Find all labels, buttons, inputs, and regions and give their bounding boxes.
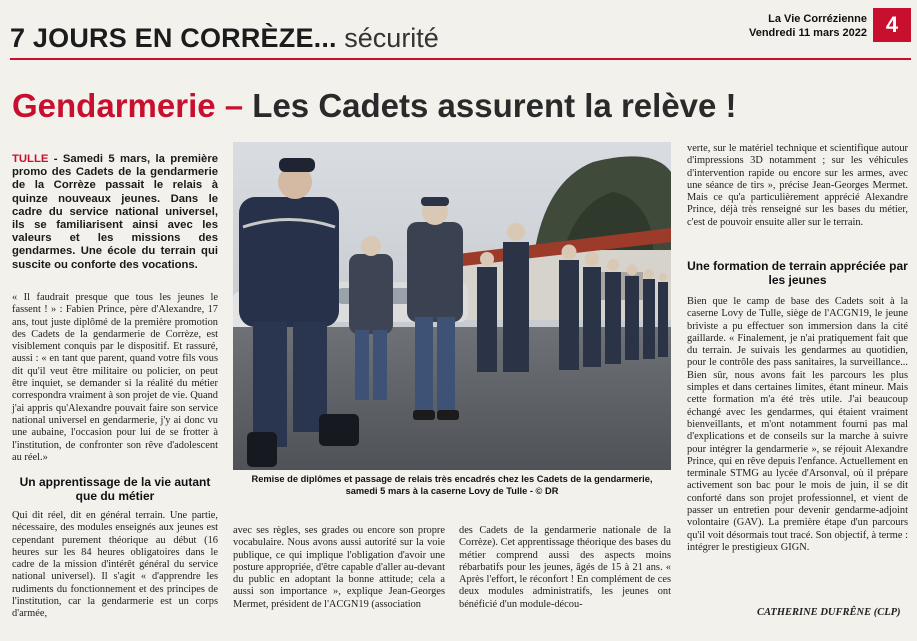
author-signature: CATHERINE DUFRÊNE (CLP) bbox=[757, 607, 901, 618]
lede-text: - Samedi 5 mars, la première promo des Cadets de la gendarmerie de la Corrèze passait le relais à quinze nouveaux jeunes. Dans le cadre du service national universel, ils se familiarisent ainsi avec les valeurs et les missions des gendarmes. Une école du terrain qui suscite ou conforte des vocations. bbox=[12, 153, 218, 271]
dateline-city: TULLE bbox=[12, 153, 49, 165]
article-column-5 bbox=[687, 143, 908, 233]
issue-date: Vendredi 11 mars 2022 bbox=[748, 27, 867, 39]
subhead-apprentissage: Un apprentissage de la vie autant que du métier bbox=[19, 475, 211, 503]
article-photo bbox=[233, 142, 671, 470]
article-headline bbox=[12, 86, 737, 126]
header-divider bbox=[10, 58, 911, 60]
section-header bbox=[10, 22, 439, 54]
subhead-formation: Une formation de terrain appréciée par les jeunes bbox=[687, 259, 908, 287]
article-column-2 bbox=[12, 510, 218, 625]
cadets-ceremony-image bbox=[233, 142, 671, 470]
page-number: 4 bbox=[873, 8, 911, 42]
article-column-4 bbox=[459, 525, 671, 615]
masthead bbox=[749, 12, 867, 40]
headline-title: Les Cadets assurent la relève ! bbox=[252, 87, 737, 124]
paper-name: La Vie Corrézienne bbox=[768, 13, 867, 25]
paragraph: verte, sur le matériel technique et scientifique autour d'impressions 3D notamment ; sur les véhicules d'intervention rapide ou encore sur les armes, avec une séance de tirs », précise Jean-Georges Mermet. Mais ce qu'a particulièrement apprécié Alexandre Prince, déjà très renseigné sur les bases du métier, c'est de pouvoir ensuite aller sur le terrain. bbox=[687, 143, 908, 228]
caption-line-2: samedi 5 mars à la caserne Lovy de Tulle - © DR bbox=[345, 485, 559, 496]
paragraph: Bien que le camp de base des Cadets soit à la caserne Lovy de Tulle, siège de l'ACGN19, le jeune briviste a pu effectuer son immersion dans la cité gaillarde. « Finalement, je n'ai pratiquement fait que du terrain. Je suivais les gendarmes au quotidien, pour le contrôle des pass sanitaires, la surveillance... Bien sûr, nous avons fait les parcours les plus simples et dans certaines limites, étant mineur. Mais cette formation m'a été très utile. J'ai beaucoup échangé avec les gendarmes, qui étaient vraiment bienveillants, et m'ont notamment fourni pas mal d'explications et de conseils sur la marche à suivre pour intégrer la gendarmerie », se réjouit Alexandre Prince, qui en rêve depuis l'enfance. Actuellement en terminale STMG au lycée d'Arsonval, où il prépare activement son bac pour le mois de juin, il se dit conforté dans son projet professionnel, et vient de passer un entretien pour devenir gendarme-adjoint volontaire (GAV). La première étape d'un parcours qu'il voit désormais tout tracé. Son objectif, à terme : intégrer le prestigieux GIGN. bbox=[687, 296, 908, 553]
section-title: 7 JOURS EN CORRÈZE... bbox=[10, 23, 337, 53]
paragraph: avec ses règles, ses grades ou encore son propre vocabulaire. Nous avons aussi autorité sur la voie publique, ce qui implique l'obligation d'avoir une posture appropriée, d'être capable d'aller au-devant du public en adoptant la bonne attitude; cela a aussi son importance », explique Jean-Georges Mermet, président de l'ACGN19 (association bbox=[233, 525, 445, 610]
article-column-6 bbox=[687, 296, 908, 558]
article-column-3 bbox=[233, 525, 445, 615]
paragraph: des Cadets de la gendarmerie nationale de la Corrèze). Cet apprentissage théorique des bases du métier comprend aussi des aspects moins rébarbatifs pour les jeunes, âgés de 15 à 21 ans. « Après l'effort, le réconfort ! En complément de ces deux modules administratifs, les jeunes ont bénéficié d'un module-décou- bbox=[459, 525, 671, 610]
article-column-1 bbox=[12, 292, 218, 468]
paragraph: Qui dit réel, dit en général terrain. Une partie, nécessaire, des modules enseignés aux jeunes est cependant purement théorique au début (16 heures sur les 84 heures obligatoires dans le cadre de la mission d'intérêt général du service national universel). Il s'agit « d'apprendre les rudiments du fonctionnement et des principes de l'institution, car la gendarmerie est un corps d'armée, bbox=[12, 510, 218, 620]
caption-line-1: Remise de diplômes et passage de relais très encadrés chez les Cadets de la gendarmerie, bbox=[251, 474, 653, 484]
section-subtitle: sécurité bbox=[344, 23, 439, 53]
article-lede bbox=[12, 153, 218, 272]
headline-topic: Gendarmerie – bbox=[12, 87, 244, 124]
paragraph: « Il faudrait presque que tous les jeunes le fassent ! » : Fabien Prince, père d'Alexandre, 17 ans, tout juste diplômé de la première promotion des Cadets de la gendarmerie de Corrèze, est visiblement conquis par le dispositif. Et rassuré, aussi : « en tant que parent, quand votre fils vous dit qu'il veut être militaire ou policier, on peut être inquiet, se demander si la réalité du métier correspondra vraiment à son projet de vie. Quand j'ai appris qu'Alexandre pouvait faire son service national universel en gendarmerie, j'y ai donc vu une aubaine, l'occasion pour lui de se frotter à l'institution, de confronter son rêve d'adolescent au réel.» bbox=[12, 292, 218, 463]
photo-caption bbox=[233, 474, 671, 497]
